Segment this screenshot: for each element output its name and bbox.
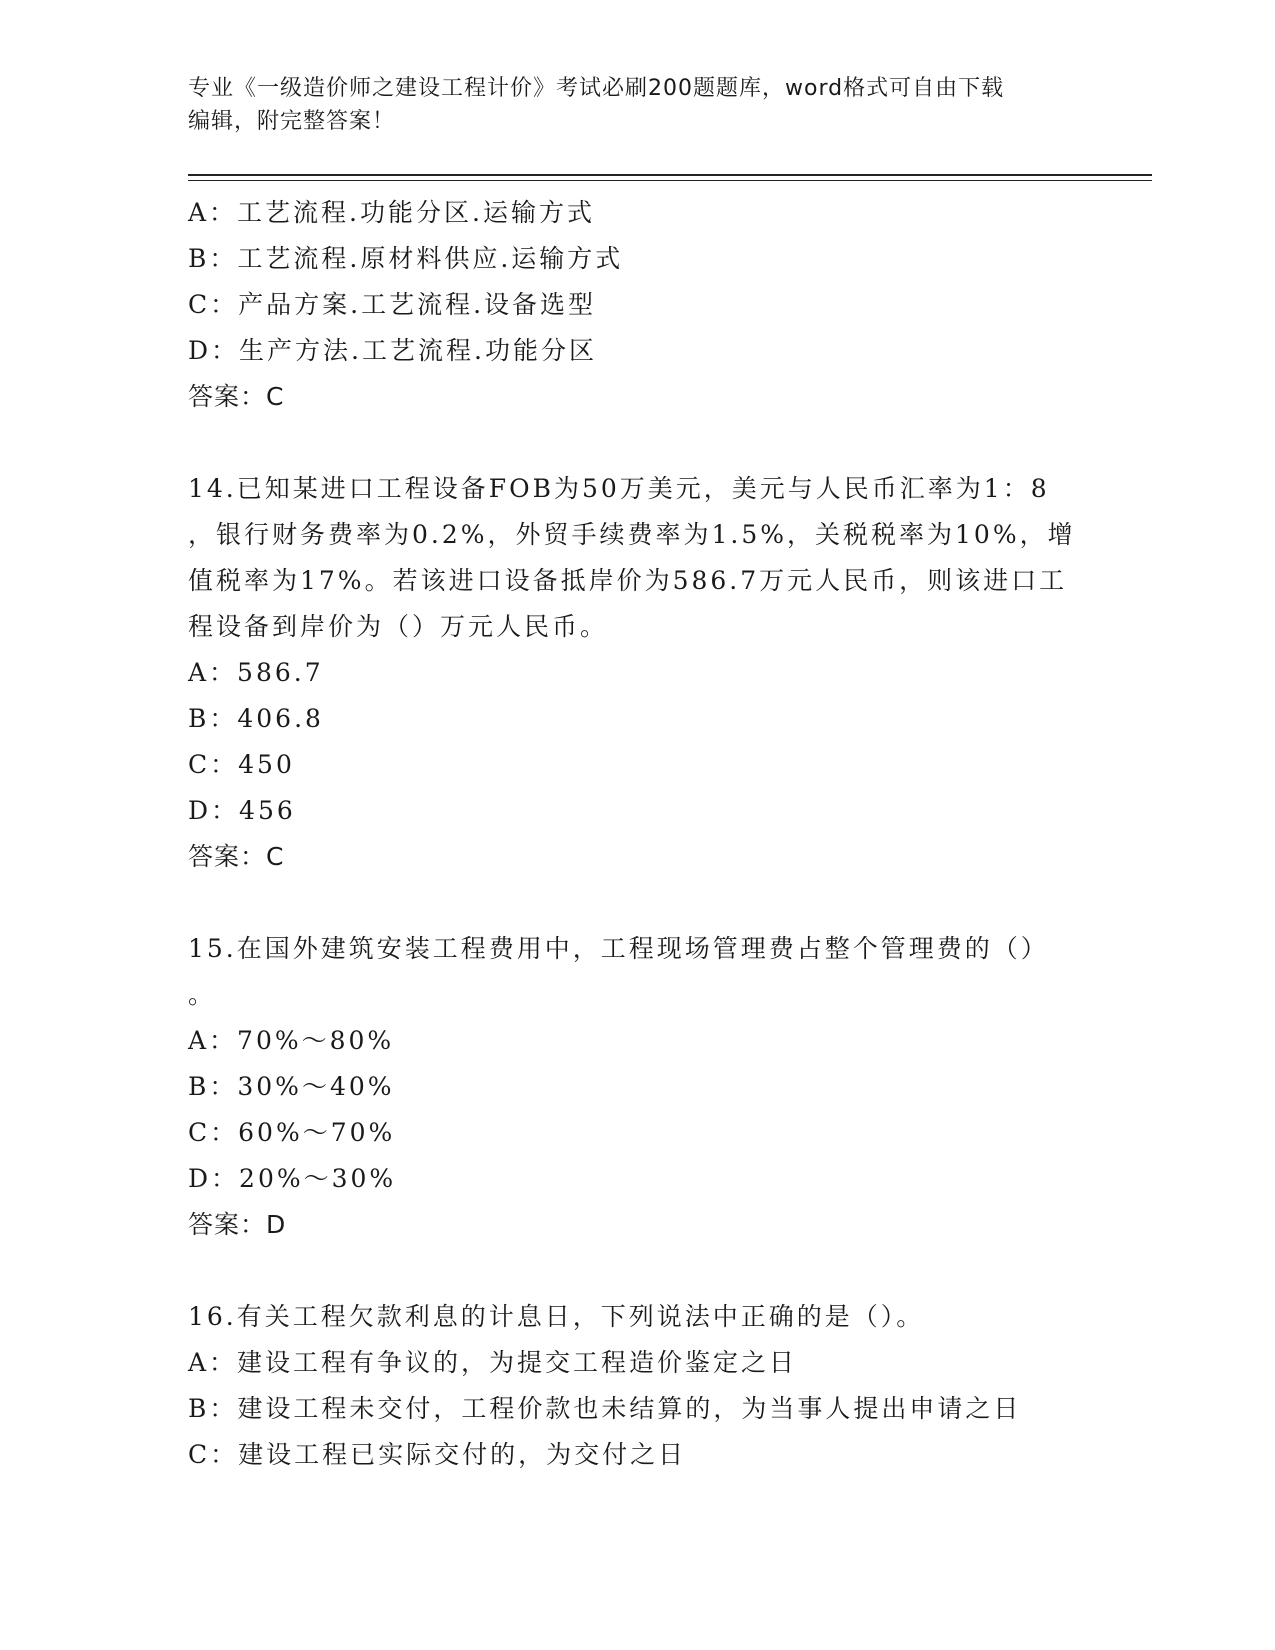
header-divider-thick (188, 174, 1152, 176)
question-15-text-line-2: 。 (188, 980, 217, 1009)
question-15-option-d: D：20%～30% (188, 1164, 397, 1193)
header-line-1: 专业《一级造价师之建设工程计价》考试必刷200题题库，word格式可自由下载 (188, 76, 1005, 101)
question-15-text-line-1: 15.在国外建筑安装工程费用中，工程现场管理费占整个管理费的（） (188, 934, 1049, 963)
question-14-text-line-2: ，银行财务费率为0.2%，外贸手续费率为1.5%，关税税率为10%，增 (188, 520, 1076, 549)
spacer (188, 420, 1088, 466)
question-16-option-b: B：建设工程未交付，工程价款也未结算的，为当事人提出申请之日 (188, 1394, 1022, 1423)
question-16-option-c: C：建设工程已实际交付的，为交付之日 (188, 1440, 687, 1469)
question-14-option-d: D：456 (188, 796, 296, 825)
question-15-answer: 答案：D (188, 1210, 287, 1239)
document-header (188, 72, 1088, 138)
question-13 (188, 190, 1088, 420)
question-14-text-line-4: 程设备到岸价为（）万元人民币。 (188, 612, 609, 641)
question-14 (188, 466, 1088, 880)
question-15 (188, 926, 1088, 1248)
question-15-option-a: A：70%～80% (188, 1026, 395, 1055)
question-content (188, 190, 1088, 1478)
spacer (188, 1248, 1088, 1294)
question-15-option-c: C：60%～70% (188, 1118, 396, 1147)
header-line-2: 编辑，附完整答案！ (188, 109, 396, 134)
question-13-option-b: B：工艺流程.原材料供应.运输方式 (188, 244, 624, 273)
question-13-answer: 答案：C (188, 382, 285, 411)
question-14-answer: 答案：C (188, 842, 285, 871)
question-15-option-b: B：30%～40% (188, 1072, 395, 1101)
question-13-option-a: A：工艺流程.功能分区.运输方式 (188, 198, 595, 227)
question-14-option-b: B：406.8 (188, 704, 324, 733)
question-13-option-d: D：生产方法.工艺流程.功能分区 (188, 336, 597, 365)
question-14-option-c: C：450 (188, 750, 295, 779)
question-14-text-line-3: 值税率为17%。若该进口设备抵岸价为586.7万元人民币，则该进口工 (188, 566, 1068, 595)
spacer (188, 880, 1088, 926)
question-16-option-a: A：建设工程有争议的，为提交工程造价鉴定之日 (188, 1348, 798, 1377)
question-16-text-line-1: 16.有关工程欠款利息的计息日，下列说法中正确的是（）。 (188, 1302, 925, 1331)
question-13-option-c: C：产品方案.工艺流程.设备选型 (188, 290, 597, 319)
question-16 (188, 1294, 1088, 1478)
question-14-text-line-1: 14.已知某进口工程设备FOB为50万美元，美元与人民币汇率为1：8 (188, 474, 1050, 503)
question-14-option-a: A：586.7 (188, 658, 324, 687)
header-divider-thin (188, 180, 1152, 181)
